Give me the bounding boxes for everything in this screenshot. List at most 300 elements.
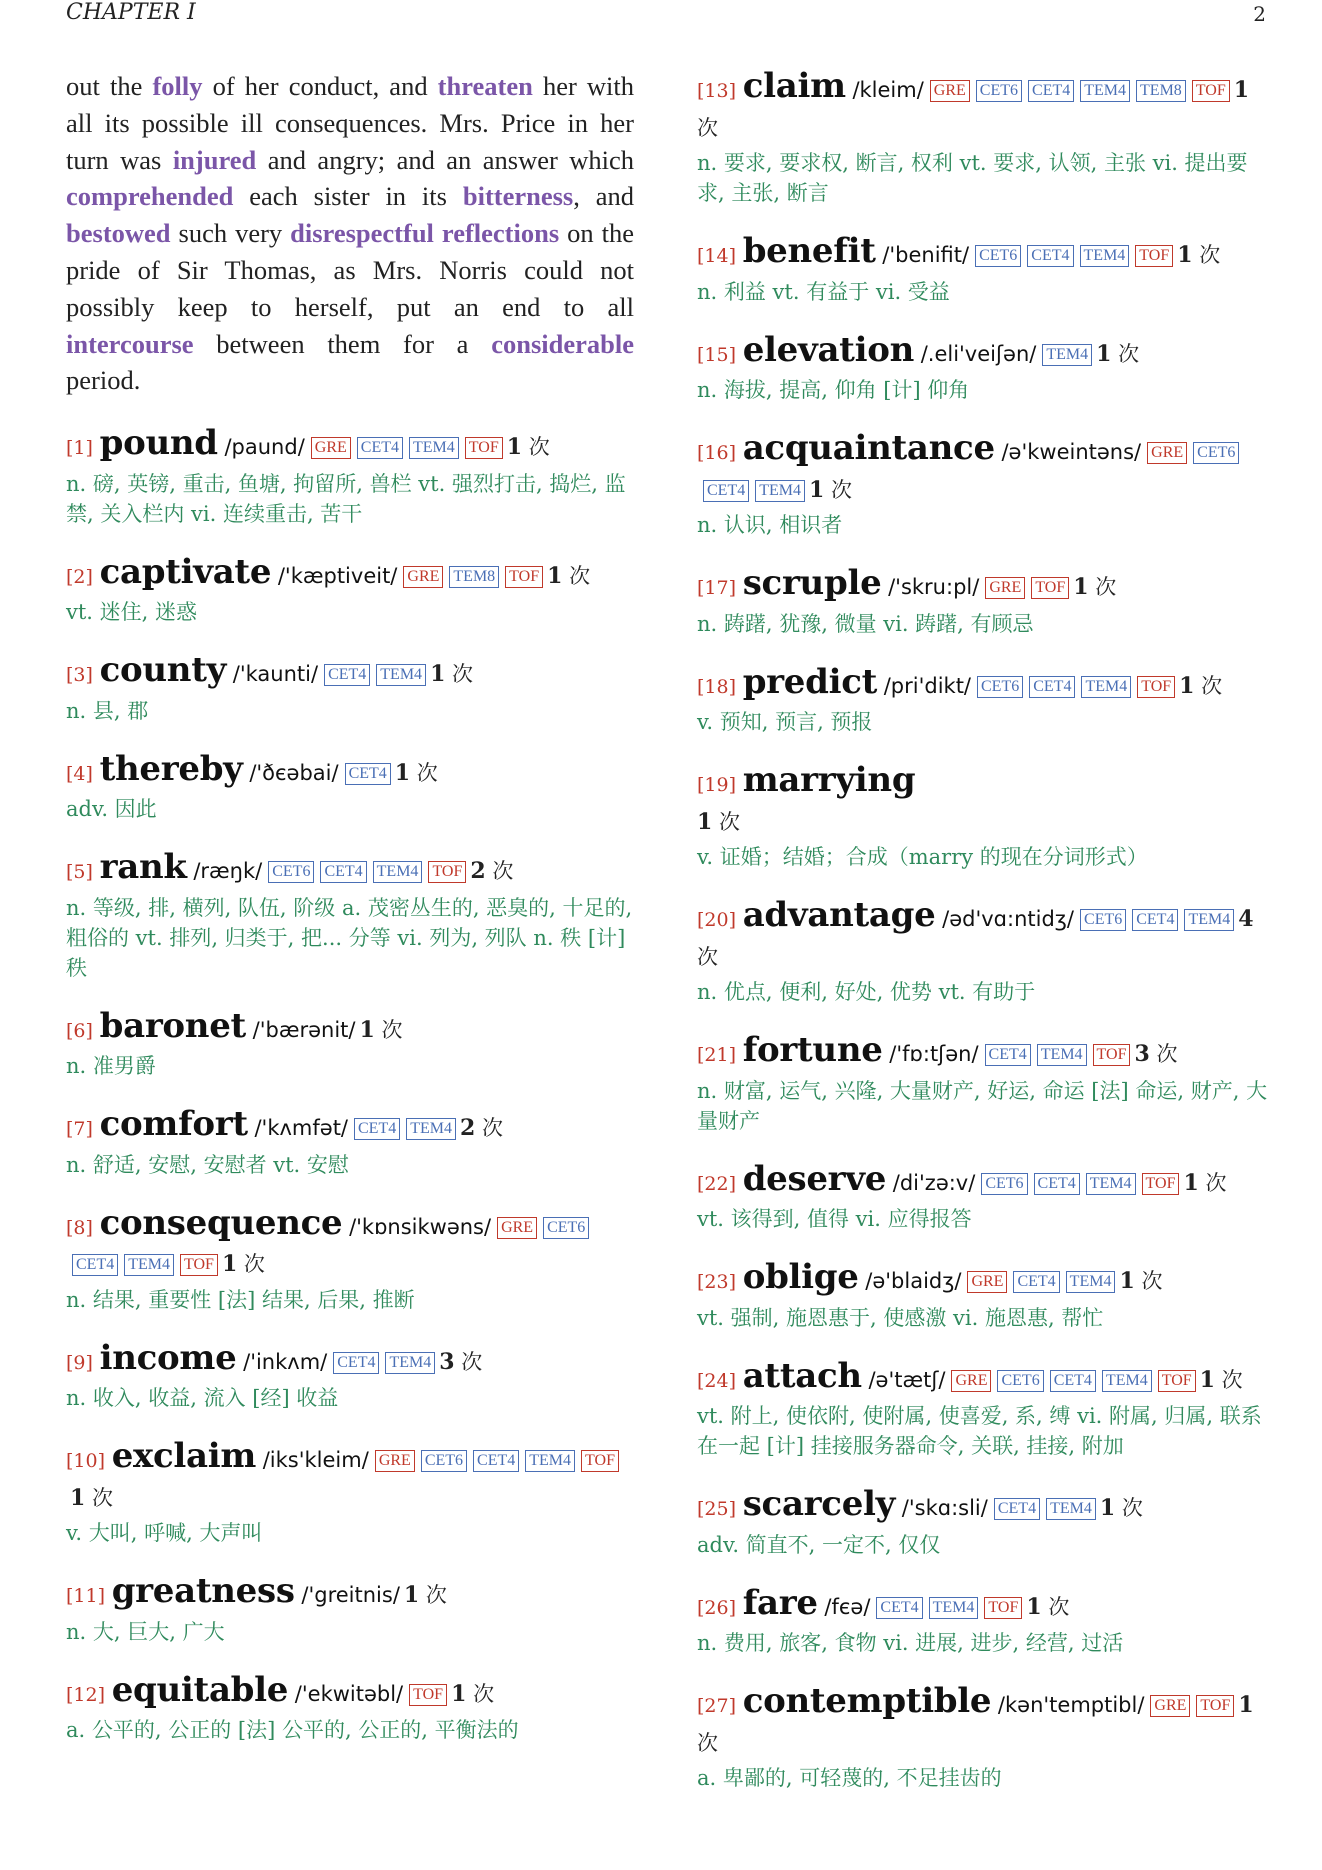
entry-word: predict	[742, 661, 878, 702]
entry-headline	[66, 425, 634, 467]
vocab-entry	[697, 233, 1269, 307]
occurrence-count: 1 次	[394, 759, 438, 786]
exam-tag-tem4: TEM4	[1081, 676, 1131, 698]
entry-number: [22]	[697, 1172, 737, 1195]
exam-tag-tem4: TEM4	[1184, 909, 1234, 931]
exam-tag-tem4: TEM4	[406, 1118, 456, 1140]
entry-number: [27]	[697, 1695, 737, 1717]
entry-definition: vt. 该得到, 值得 vi. 应得报答	[697, 1207, 972, 1231]
entry-pronunciation: /ə'kweintəns/	[1001, 440, 1142, 464]
occurrence-count: 1 次	[359, 1016, 403, 1043]
occurrence-count: 1 次	[697, 808, 740, 835]
entry-definition: a. 卑鄙的, 可轻蔑的, 不足挂齿的	[697, 1766, 1002, 1790]
count-number: 1	[1119, 1268, 1135, 1294]
entry-pronunciation: /iks'kleim/	[262, 1448, 369, 1473]
right-column	[697, 68, 1269, 1818]
vocab-entry	[66, 1337, 634, 1414]
entry-pronunciation: /əd'vɑ:ntidʒ/	[942, 907, 1075, 931]
exam-tag-tem8: TEM8	[1136, 80, 1186, 102]
entry-headline	[697, 762, 1269, 840]
count-number: 1	[1199, 1366, 1215, 1393]
entry-definition: n. 海拔, 提高, 仰角 [计] 仰角	[697, 378, 970, 402]
entry-pronunciation: /'inkʌm/	[243, 1349, 328, 1374]
entry-definition: n. 等级, 排, 横列, 队伍, 阶级 a. 茂密丛生的, 恶臭的, 十足的, 粗俗的 vt. 排列, 归类于, 把... 分等 vi. 列为, 列队 n. 秩 [计] 秩	[66, 895, 633, 980]
count-number: 1	[697, 808, 713, 835]
exam-tag-cet4: CET4	[876, 1597, 922, 1619]
entry-headline	[66, 1573, 634, 1615]
entry-definition: n. 财富, 运气, 兴隆, 大量财产, 好运, 命运 [法] 命运, 财产, 大量财产	[697, 1078, 1268, 1133]
entry-headline	[697, 1355, 1269, 1400]
entry-headline	[66, 1005, 634, 1050]
entry-number: [1]	[66, 437, 93, 460]
entry-definition: n. 要求, 要求权, 断言, 权利 vt. 要求, 认领, 主张 vi. 提出要求, 主张, 断言	[697, 151, 1248, 205]
count-number: 1	[1099, 1495, 1116, 1521]
exam-tag-tof: TOF	[428, 861, 466, 883]
vocab-entry	[697, 1582, 1269, 1659]
occurrence-count: 2 次	[460, 1115, 503, 1142]
exam-tag-cet4: CET4	[345, 763, 391, 785]
highlighted-word: intercourse	[66, 328, 194, 359]
exam-tag-tem4: TEM4	[1037, 1044, 1087, 1066]
entry-number: [19]	[697, 774, 737, 796]
entry-definition: n. 准男爵	[66, 1054, 156, 1079]
occurrence-count: 1 次	[1096, 340, 1140, 367]
entry-pronunciation: /'greitnis/	[301, 1583, 400, 1608]
exam-tag-cet6: CET6	[976, 80, 1022, 102]
entry-definition: n. 踌躇, 犹豫, 微量 vi. 踌躇, 有顾忌	[697, 611, 1034, 636]
count-number: 1	[1238, 1692, 1254, 1718]
count-number: 1	[451, 1680, 467, 1707]
entry-headline	[697, 661, 1269, 706]
entry-headline	[697, 1259, 1269, 1301]
exam-tag-gre: GRE	[375, 1450, 415, 1472]
exam-tag-tem4: TEM4	[409, 437, 459, 459]
count-number: 1	[1179, 672, 1195, 699]
entry-headline	[66, 1106, 634, 1148]
occurrence-count: 3 次	[439, 1348, 483, 1375]
entry-number: [6]	[66, 1019, 93, 1042]
entry-word: county	[99, 650, 227, 691]
exam-tag-tem4: TEM4	[373, 861, 423, 883]
count-number: 3	[1134, 1041, 1150, 1067]
entry-number: [2]	[66, 565, 93, 588]
entry-headline	[66, 1202, 634, 1283]
entry-number: [4]	[66, 762, 93, 785]
entry-definition: adv. 简直不, 一定不, 仅仅	[697, 1532, 941, 1557]
entry-word: captivate	[99, 551, 272, 592]
entry-pronunciation: /ə'tætʃ/	[868, 1367, 946, 1392]
vocab-entry	[697, 1355, 1269, 1462]
entry-headline	[66, 551, 634, 596]
occurrence-count: 1 次	[697, 77, 1250, 140]
entry-word: elevation	[742, 329, 914, 370]
entry-headline	[66, 1669, 634, 1714]
exam-tag-tem4: TEM4	[1080, 245, 1130, 267]
vocab-entry	[697, 1032, 1269, 1136]
entry-word: contemptible	[742, 1681, 992, 1721]
entry-definition: n. 利益 vt. 有益于 vi. 受益	[697, 279, 950, 304]
entry-number: [13]	[697, 80, 737, 102]
highlighted-word: injured	[172, 144, 257, 175]
entry-number: [26]	[697, 1596, 737, 1619]
entry-number: [14]	[697, 245, 737, 267]
entry-number: [9]	[66, 1351, 93, 1374]
highlighted-word: comprehended	[66, 181, 234, 212]
highlighted-word: bestowed	[66, 218, 171, 249]
entry-word: claim	[742, 66, 846, 106]
exam-tag-tof: TOF	[1031, 577, 1069, 599]
exam-tag-tem4: TEM4	[755, 480, 805, 502]
entry-headline	[697, 233, 1269, 275]
entry-word: acquaintance	[742, 428, 995, 468]
entry-definition: vt. 迷住, 迷惑	[66, 600, 198, 625]
count-number: 1	[1026, 1593, 1042, 1620]
entry-number: [24]	[697, 1369, 737, 1392]
vocab-entry	[697, 897, 1269, 1007]
entry-pronunciation: /pri'dikt/	[883, 673, 971, 698]
exam-tag-cet6: CET6	[1193, 442, 1239, 464]
entry-pronunciation: /paund/	[224, 435, 305, 460]
entry-pronunciation: /'ðєəbai/	[249, 760, 339, 785]
entry-number: [8]	[66, 1216, 93, 1239]
entry-pronunciation: /kən'temptibl/	[997, 1693, 1145, 1717]
exam-tag-cet4: CET4	[320, 861, 366, 883]
count-number: 1	[359, 1016, 375, 1043]
highlighted-word: reflections	[441, 218, 560, 249]
entry-definition: n. 收入, 收益, 流入 [经] 收益	[66, 1386, 339, 1411]
occurrence-count: 1 次	[221, 1251, 265, 1278]
entry-definition: a. 公平的, 公正的 [法] 公平的, 公正的, 平衡法的	[66, 1718, 519, 1743]
entry-word: consequence	[99, 1202, 343, 1243]
count-number: 1	[1096, 340, 1112, 367]
entry-pronunciation: /'skru:pl/	[888, 575, 980, 599]
exam-tag-gre: GRE	[311, 437, 351, 459]
count-number: 1	[1233, 77, 1250, 103]
highlighted-word: threaten	[437, 71, 533, 101]
exam-tag-tof: TOF	[1093, 1044, 1131, 1066]
vocab-entry	[66, 1573, 634, 1647]
entry-pronunciation: /ə'blaidʒ/	[865, 1269, 962, 1293]
entry-definition: n. 结果, 重要性 [法] 结果, 后果, 推断	[66, 1287, 415, 1312]
occurrence-count: 1 次	[430, 661, 474, 688]
entry-pronunciation: /'ekwitəbl/	[294, 1681, 404, 1706]
entry-definition: n. 优点, 便利, 好处, 优势 vt. 有助于	[697, 980, 1036, 1004]
entry-number: [7]	[66, 1118, 93, 1141]
occurrence-count: 1 次	[1183, 1169, 1227, 1196]
entry-pronunciation: /.eli'veiʃən/	[920, 341, 1037, 366]
entry-word: pound	[99, 423, 218, 464]
exam-tag-tem4: TEM4	[385, 1352, 435, 1374]
vocab-list-right	[697, 68, 1269, 1793]
exam-tag-cet6: CET6	[997, 1370, 1043, 1392]
entry-pronunciation: /'bærənit/	[252, 1017, 356, 1042]
count-number: 1	[221, 1251, 238, 1278]
exam-tag-tem4: TEM4	[1086, 1173, 1136, 1195]
entry-word: oblige	[742, 1257, 859, 1297]
entry-pronunciation: /'kɒnsikwəns/	[349, 1214, 492, 1239]
vocab-entry	[66, 748, 634, 825]
entry-word: baronet	[99, 1005, 246, 1046]
exam-tag-cet4: CET4	[357, 437, 403, 459]
exam-tag-tof: TOF	[409, 1684, 447, 1706]
left-column	[66, 68, 634, 1770]
entry-word: scarcely	[742, 1484, 896, 1524]
exam-tag-tem4: TEM4	[1046, 1498, 1096, 1520]
exam-tag-cet4: CET4	[1132, 909, 1178, 931]
vocab-entry	[697, 430, 1269, 540]
exam-tag-gre: GRE	[497, 1217, 537, 1239]
count-number: 3	[439, 1348, 455, 1375]
vocab-entry	[697, 762, 1269, 872]
exam-tag-cet4: CET4	[354, 1118, 400, 1140]
exam-tag-tem4: TEM4	[124, 1254, 174, 1276]
entry-definition: adv. 因此	[66, 797, 157, 822]
count-number: 2	[470, 858, 486, 885]
count-number: 1	[1073, 574, 1089, 600]
count-number: 1	[1183, 1169, 1199, 1196]
exam-tag-cet6: CET6	[421, 1450, 467, 1472]
entry-pronunciation: /di'zə:v/	[892, 1170, 976, 1195]
count-number: 4	[1238, 906, 1254, 932]
entry-headline	[697, 68, 1269, 146]
page-header	[66, 0, 1266, 30]
occurrence-count: 1 次	[809, 476, 852, 503]
vocab-entry	[66, 1669, 634, 1746]
entry-number: [20]	[697, 909, 737, 931]
exam-tag-tem4: TEM4	[929, 1597, 979, 1619]
occurrence-count: 1 次	[1199, 1366, 1243, 1393]
entry-number: [23]	[697, 1271, 737, 1293]
entry-headline	[697, 1032, 1269, 1074]
entry-headline	[697, 1582, 1269, 1627]
exam-tag-gre: GRE	[1150, 1695, 1190, 1717]
exam-tag-cet6: CET6	[268, 861, 314, 883]
occurrence-count: 3 次	[1134, 1041, 1178, 1067]
entry-pronunciation: /ræŋk/	[193, 859, 263, 884]
entry-word: comfort	[99, 1104, 248, 1145]
entry-pronunciation: /kleim/	[852, 78, 924, 102]
page-number: 2	[1253, 2, 1266, 26]
occurrence-count: 2 次	[470, 858, 514, 885]
occurrence-count: 1 次	[1026, 1593, 1070, 1620]
count-number: 1	[430, 661, 446, 688]
exam-tag-cet4: CET4	[1028, 80, 1074, 102]
entry-definition: n. 费用, 旅客, 食物 vi. 进展, 进步, 经营, 过活	[697, 1631, 1124, 1655]
highlighted-word: disrespectful	[290, 218, 434, 249]
entry-word: advantage	[742, 895, 936, 935]
exam-tag-tof: TOF	[984, 1597, 1022, 1619]
count-number: 1	[506, 434, 523, 461]
entry-word: deserve	[742, 1158, 887, 1199]
entry-pronunciation: /'benifit/	[882, 243, 970, 267]
exam-tag-tof: TOF	[1158, 1370, 1196, 1392]
exam-tag-cet4: CET4	[72, 1254, 118, 1276]
entry-definition: n. 舒适, 安慰, 安慰者 vt. 安慰	[66, 1152, 349, 1177]
vocab-entry	[66, 849, 634, 983]
exam-tag-tof: TOF	[180, 1254, 218, 1276]
exam-tag-gre: GRE	[985, 577, 1025, 599]
entry-definition: vt. 附上, 使依附, 使附属, 使喜爱, 系, 缚 vi. 附属, 归属, 联系在一起 [计] 挂接服务器命令, 关联, 挂接, 附加	[697, 1404, 1262, 1458]
exam-tag-gre: GRE	[951, 1370, 991, 1392]
entry-pronunciation: /'fɒ:tʃən/	[889, 1042, 979, 1066]
entry-word: thereby	[99, 748, 243, 789]
exam-tag-tem4: TEM4	[1080, 80, 1130, 102]
entry-number: [5]	[66, 861, 93, 884]
vocab-entry	[66, 1005, 634, 1082]
entry-number: [11]	[66, 1585, 106, 1608]
occurrence-count: 1 次	[1177, 242, 1221, 268]
exam-tag-tof: TOF	[1135, 245, 1173, 267]
entry-word: fare	[742, 1582, 818, 1623]
count-number: 2	[460, 1115, 476, 1142]
exam-tag-tof: TOF	[1196, 1695, 1234, 1717]
exam-tag-tem4: TEM4	[376, 664, 426, 686]
entry-word: equitable	[111, 1669, 289, 1710]
entry-headline	[697, 1486, 1269, 1528]
occurrence-count: 1 次	[1179, 672, 1223, 699]
exam-tag-cet4: CET4	[473, 1450, 519, 1472]
entry-number: [18]	[697, 675, 737, 698]
entry-headline	[697, 1683, 1269, 1761]
exam-tag-tof: TOF	[1192, 80, 1230, 102]
vocab-list-left	[66, 425, 634, 1745]
entry-word: scruple	[742, 563, 882, 603]
entry-word: benefit	[742, 231, 876, 271]
entry-definition: v. 证婚；结婚；合成（marry 的现在分词形式）	[697, 845, 1148, 869]
exam-tag-cet4: CET4	[1013, 1271, 1059, 1293]
occurrence-count: 1 次	[70, 1484, 113, 1511]
entry-headline	[697, 897, 1269, 975]
exam-tag-gre: GRE	[1147, 442, 1187, 464]
count-number: 1	[547, 562, 563, 589]
exam-tag-tem4: TEM4	[525, 1450, 575, 1472]
occurrence-count: 1 次	[403, 1582, 447, 1609]
entry-number: [16]	[697, 442, 737, 464]
exam-tag-cet4: CET4	[333, 1352, 379, 1374]
vocab-entry	[697, 1683, 1269, 1793]
vocab-entry	[697, 1158, 1269, 1235]
vocab-entry	[66, 652, 634, 726]
count-number: 1	[394, 759, 411, 786]
entry-word: rank	[99, 847, 187, 888]
count-number: 1	[1177, 242, 1193, 268]
entry-pronunciation: /'kæptiveit/	[277, 563, 398, 588]
entry-pronunciation: /'kaunti/	[232, 662, 319, 687]
entry-pronunciation: /fєə/	[824, 1594, 871, 1619]
vocab-entry	[697, 68, 1269, 208]
exam-tag-cet4: CET4	[994, 1498, 1040, 1520]
vocab-entry	[697, 329, 1269, 406]
exam-tag-tof: TOF	[465, 437, 503, 459]
entry-headline	[66, 652, 634, 694]
exam-tag-gre: GRE	[930, 80, 970, 102]
vocab-entry	[697, 565, 1269, 639]
occurrence-count: 1 次	[451, 1680, 495, 1707]
entry-definition: n. 大, 巨大, 广大	[66, 1619, 225, 1644]
exam-tag-cet6: CET6	[977, 676, 1023, 698]
vocab-entry	[66, 1438, 634, 1548]
entry-word: income	[99, 1337, 237, 1378]
entry-headline	[697, 1158, 1269, 1203]
occurrence-count: 1 次	[697, 1692, 1254, 1755]
exam-tag-tem4: TEM4	[1066, 1271, 1116, 1293]
vocab-entry	[697, 1259, 1269, 1333]
occurrence-count: 1 次	[506, 434, 550, 461]
entry-definition: vt. 强制, 施恩惠于, 使感激 vi. 施恩惠, 帮忙	[697, 1305, 1104, 1330]
highlighted-word: folly	[152, 71, 203, 101]
exam-tag-tof: TOF	[505, 566, 543, 588]
entry-word: exclaim	[111, 1436, 257, 1477]
exam-tag-cet6: CET6	[543, 1217, 589, 1239]
entry-number: [10]	[66, 1450, 106, 1473]
exam-tag-cet4: CET4	[1034, 1173, 1080, 1195]
exam-tag-cet4: CET4	[324, 664, 370, 686]
entry-headline	[66, 1438, 634, 1516]
entry-number: [17]	[697, 577, 737, 599]
vocab-entry	[66, 551, 634, 628]
exam-tag-cet6: CET6	[981, 1173, 1027, 1195]
exam-tag-tem4: TEM4	[1042, 344, 1092, 366]
entry-word: marrying	[742, 760, 916, 800]
entry-number: [15]	[697, 343, 737, 366]
vocab-entry	[66, 1106, 634, 1180]
exam-tag-tof: TOF	[1137, 676, 1175, 698]
entry-word: fortune	[742, 1030, 883, 1070]
entry-number: [25]	[697, 1498, 737, 1520]
entry-definition: n. 县, 郡	[66, 698, 149, 723]
exam-tag-cet4: CET4	[1027, 245, 1073, 267]
entry-word: greatness	[111, 1571, 295, 1612]
entry-pronunciation: /'kʌmfət/	[254, 1116, 348, 1141]
exam-tag-tem8: TEM8	[449, 566, 499, 588]
entry-pronunciation: /'skɑ:sli/	[901, 1496, 988, 1520]
count-number: 1	[809, 476, 825, 503]
exam-tag-cet4: CET4	[1050, 1370, 1096, 1392]
exam-tag-cet6: CET6	[975, 245, 1021, 267]
chapter-title: CHAPTER I	[66, 0, 196, 25]
entry-headline	[66, 748, 634, 793]
highlighted-word: bitterness	[462, 181, 574, 212]
exam-tag-cet6: CET6	[1080, 909, 1126, 931]
occurrence-count: 4 次	[697, 906, 1254, 969]
occurrence-count: 1 次	[547, 562, 591, 589]
vocab-entry	[66, 1202, 634, 1315]
entry-headline	[697, 430, 1269, 508]
story-passage: out the folly of her conduct, and threaten her with all its possible ill consequences. Mrs. Price in her turn was injured and angry; and an answer which comprehended each sister in its bitterness, and bestowed such very disrespectful reflections on the pride of Sir Thomas, as Mrs. Norris could not possibly keep to herself, put an end to all intercourse between them for a considerable period.	[66, 71, 635, 396]
count-number: 1	[70, 1484, 86, 1511]
exam-tag-gre: GRE	[967, 1271, 1007, 1293]
exam-tag-tof: TOF	[1142, 1173, 1180, 1195]
occurrence-count: 1 次	[1119, 1268, 1163, 1294]
occurrence-count: 1 次	[1099, 1495, 1143, 1521]
entry-headline	[66, 849, 634, 891]
vocab-entry	[66, 425, 634, 529]
entry-number: [3]	[66, 664, 93, 687]
vocab-entry	[697, 1486, 1269, 1560]
count-number: 1	[403, 1582, 420, 1609]
exam-tag-tof: TOF	[581, 1450, 619, 1472]
exam-tag-cet4: CET4	[985, 1044, 1031, 1066]
exam-tag-gre: GRE	[403, 566, 443, 588]
entry-word: attach	[742, 1355, 862, 1396]
entry-headline	[66, 1337, 634, 1382]
highlighted-word: considerable	[491, 328, 634, 359]
entry-definition: v. 大叫, 呼喊, 大声叫	[66, 1521, 263, 1546]
exam-tag-cet4: CET4	[703, 480, 749, 502]
entry-number: [12]	[66, 1683, 106, 1706]
entry-headline	[697, 565, 1269, 607]
exam-tag-cet4: CET4	[1029, 676, 1075, 698]
